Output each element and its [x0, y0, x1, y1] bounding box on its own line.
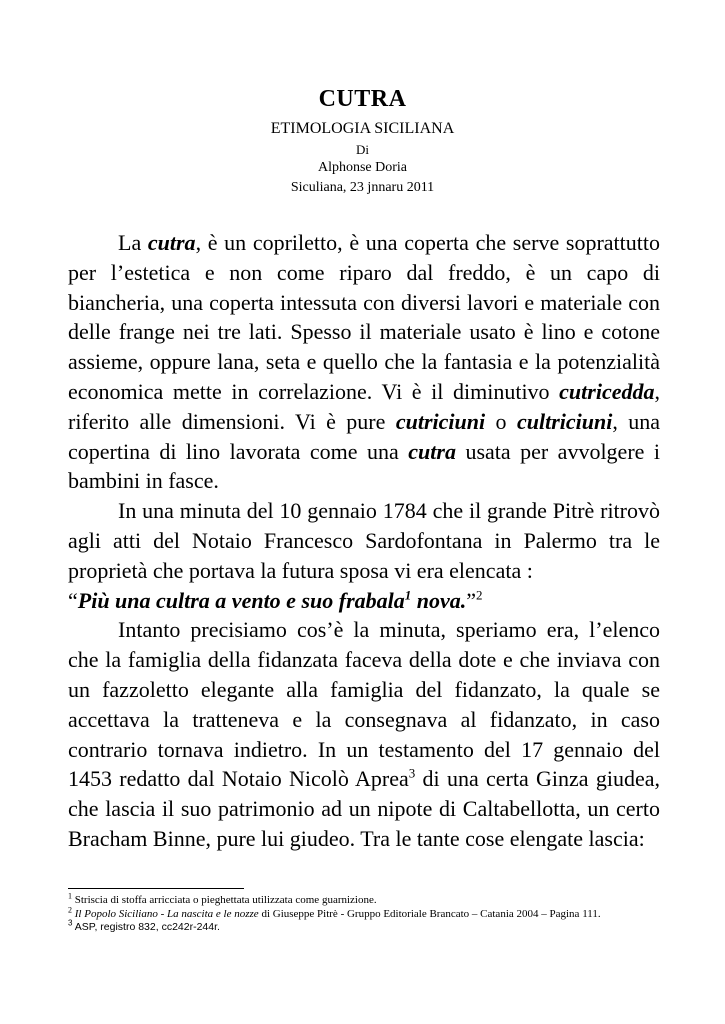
quote-line — [68, 586, 660, 616]
term-cutra: cutra — [147, 230, 196, 255]
footnote-ref-1[interactable]: 1 — [404, 587, 412, 603]
quote-text-end: nova. — [411, 587, 467, 613]
footnote-separator — [68, 888, 244, 889]
document-subtitle: ETIMOLOGIA SICILIANA — [270, 120, 455, 137]
author-preposition: Di — [356, 142, 369, 157]
document-date: Siculiana, 23 jnnaru 2011 — [290, 180, 435, 195]
term-cultriciuni: cultriciuni — [516, 408, 613, 434]
footnote-3 — [68, 918, 660, 935]
footnote-text: ASP, registro 832, cc242r-244r. — [72, 921, 220, 933]
quote-close-mark: ” — [466, 587, 477, 613]
text-run: , è un copriletto, è una coperta che serve soprattutto per l’estetica e non come riparo dal freddo, è un capo di biancheria, una coperta intessuta con diversi lavori e materiale con delle frange nei tre lati. Spesso il materiale usato è lino e cotone assieme, oppure lana, seta e quello che la fantasia e la potenzialità economica mette in correlazione. Vi è il diminutivo — [68, 230, 660, 404]
paragraph-3 — [68, 615, 660, 853]
author-name: Alphonse Doria — [317, 160, 408, 175]
term-cutra-2: cutra — [408, 438, 456, 464]
footnotes — [68, 891, 660, 935]
quote-text: Più una cultra a vento e suo frabala — [77, 587, 405, 613]
footnote-ref-3[interactable]: 3 — [408, 766, 416, 782]
paragraph-2: In una minuta del 10 gennaio 1784 che il grande Pitrè ritrovò agli atti del Notaio Francesco Sardofontana in Palermo tra le proprietà che portava la futura sposa vi era elencata : — [68, 498, 660, 583]
quote-open-mark: “ — [68, 587, 78, 613]
footnote-ref-2[interactable]: 2 — [476, 587, 483, 603]
text-run: usata per avvolgere i bambini in fasce. — [68, 438, 661, 494]
body-text — [68, 228, 660, 854]
document-title: CUTRA — [318, 86, 407, 112]
footnote-number: 2 — [68, 904, 72, 914]
footnote-text: di Giuseppe Pitrè - Gruppo Editoriale Brancato – Catania 2004 – Pagina 111. — [258, 907, 601, 920]
term-cutricedda: cutricedda — [559, 378, 655, 404]
footnote-2 — [68, 904, 660, 922]
paragraph-1 — [68, 228, 660, 496]
text-run: di una certa Ginza giudea, che lascia il suo patrimonio ad un nipote di Caltabellotta, un certo Bracham Binne, pure lui giudeo. Tra le tante cose elengate lascia: — [68, 766, 660, 851]
text-run: Intanto precisiamo cos’è la minuta, speriamo era, l’elenco che la famiglia della fidanzata faceva della dote e che inviava con un fazzoletto elegante alla famiglia del fidanzato, la quale se accettava la tratteneva e la consegnava al fidanzato, in caso contrario tornava indietro. In un testamento del 17 gennaio del 1453 redatto dal Notaio Nicolò Aprea — [68, 617, 660, 792]
text-run: , una copertina di lino lavorata come una — [68, 408, 661, 464]
footnote-text: Striscia di stoffa arricciata o pieghettata utilizzata come guarnizione. — [72, 894, 377, 906]
text-run: , riferito alle dimensioni. Vi è pure — [68, 378, 660, 434]
term-cutriciuni: cutriciuni — [395, 408, 486, 434]
footnote-number: 1 — [68, 891, 72, 901]
text-run: o — [485, 408, 517, 434]
footnote-number: 3 — [68, 918, 73, 928]
footnote-1 — [68, 891, 660, 908]
text-run: La — [118, 230, 148, 255]
footnote-citation-title: Il Popolo Siciliano - La nascita e le nozze — [74, 907, 259, 920]
